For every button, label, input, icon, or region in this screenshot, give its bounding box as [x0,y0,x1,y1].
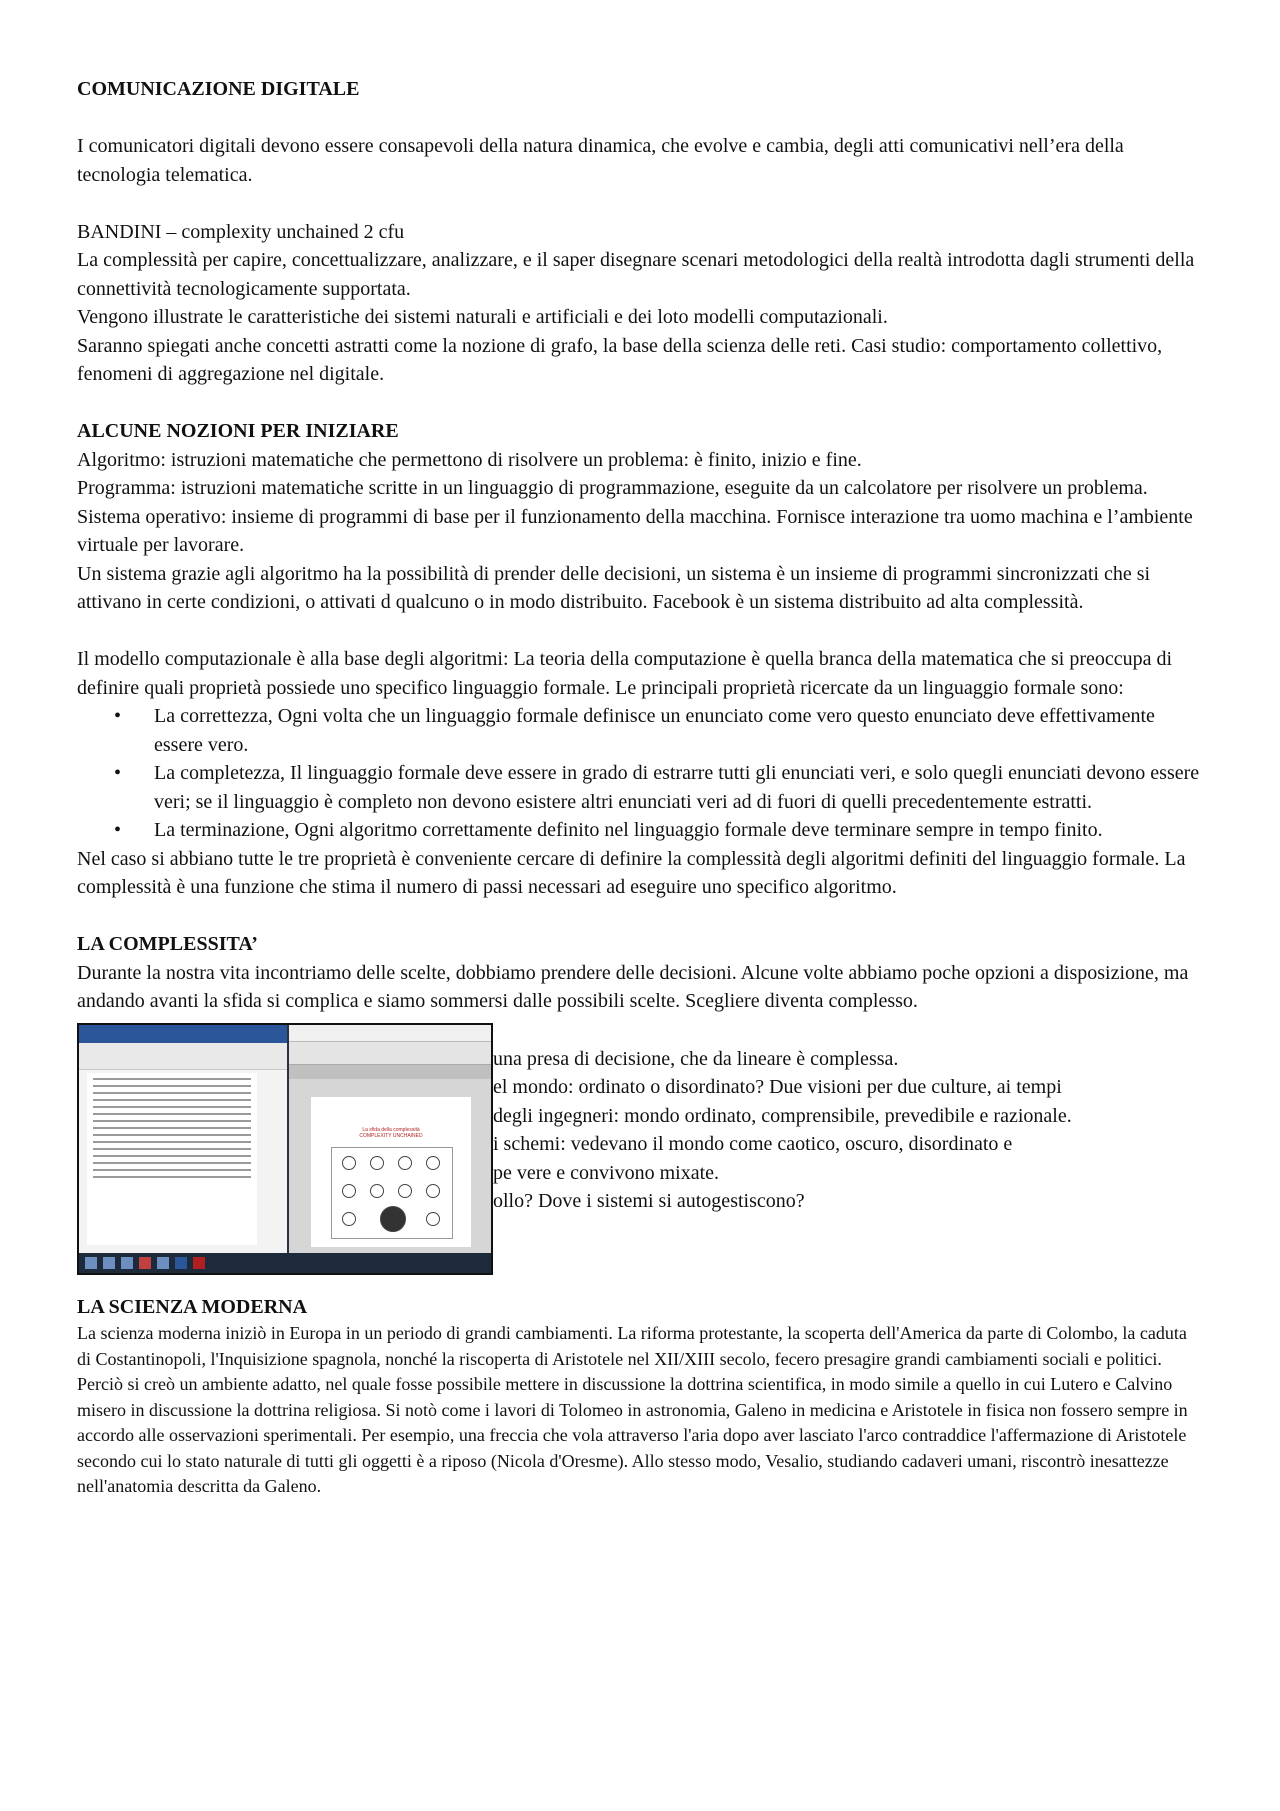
wrapped-line: el mondo: ordinato o disordinato? Due visioni per due culture, ai tempi [493,1076,1062,1098]
modello-computazionale-outro: Nel caso si abbiano tutte le tre proprietà è conveniente cercare di definire la complessità degli algoritmi definiti del linguaggio formale. La complessità è una funzione che stima il numero di passi necessari ad eseguire uno specifico algoritmo. [77,847,1186,898]
pdf-viewer-thumbnail [289,1025,491,1253]
figure-section [77,1023,1204,1293]
course-paragraph-3: Saranno spiegati anche concetti astratti come la nozione di grafo, la base della scienza delle reti. Casi studio: comportamento collettivo, fenomeni di aggregazione nel digitale. [77,334,1163,385]
heading-alcune-nozioni: ALCUNE NOZIONI PER INIZIARE [77,420,399,442]
modello-computazionale-intro: Il modello computazionale è alla base degli algoritmi: La teoria della computazione è quella branca della matematica che si preoccupa di definire quali proprietà possiede uno specifico linguaggio formale. Le principali proprietà ricercate da un linguaggio formale sono: [77,648,1173,699]
pdf-illustration [331,1147,453,1239]
wrapped-line: ollo? Dove i sistemi si autogestiscono? [493,1190,805,1212]
pdf-subtitle: COMPLEXITY UNCHAINED [359,1132,423,1139]
list-item [77,816,1204,845]
nozione-sistema-operativo: Sistema operativo: insieme di programmi di base per il funzionamento della macchina. Fornisce interazione tra uomo machina e l’ambiente virtuale per lavorare. [77,505,1193,556]
list-item [77,759,1204,816]
embedded-screenshot-image [77,1023,493,1275]
list-item [77,702,1204,759]
word-window-thumbnail [79,1025,287,1253]
bullet: • [114,819,122,841]
wrapped-line: i schemi: vedevano il mondo come caotico, oscuro, disordinato e [493,1133,1013,1155]
taskbar-thumbnail [79,1253,491,1273]
intro-paragraph: I comunicatori digitali devono essere consapevoli della natura dinamica, che evolve e cambia, degli atti comunicativi nell’era della tecnologia telematica. [77,135,1124,186]
property-terminazione: La terminazione, Ogni algoritmo correttamente definito nel linguaggio formale deve terminare sempre in tempo finito. [154,819,1103,841]
complessita-paragraph: Durante la nostra vita incontriamo delle scelte, dobbiamo prendere delle decisioni. Alcune volte abbiamo poche opzioni a disposizione, ma andando avanti la sfida si complica e siamo sommersi dalle possibili scelte. Scegliere diventa complesso. [77,961,1189,1012]
nozione-decisioni: Un sistema grazie agli algoritmo ha la possibilità di prender delle decisioni, un sistema è un insieme di programmi sincronizzati che si attivano in certe condizioni, o attivati d qualcuno o in modo distribuito. Facebook è un sistema distribuito ad alta complessità. [77,562,1151,613]
pdf-page-thumbnail [311,1097,471,1247]
bullet: • [114,705,122,727]
wrapped-line: degli ingegneri: mondo ordinato, comprensibile, prevedibile e razionale. [493,1104,1072,1127]
document-thumbnail [87,1073,257,1245]
wrapped-text-block [493,1045,1213,1216]
properties-list [77,702,1204,845]
nozione-programma: Programma: istruzioni matematiche scritte in un linguaggio di programmazione, eseguite da un calcolatore per risolvere un problema. [77,477,1148,499]
bullet: • [114,762,122,784]
nozione-algoritmo: Algoritmo: istruzioni matematiche che permettono di risolvere un problema: è finito, inizio e fine. [77,448,862,471]
heading-la-scienza-moderna: LA SCIENZA MODERNA [77,1295,308,1318]
heading-la-complessita: LA COMPLESSITA’ [77,933,258,955]
course-paragraph-1: La complessità per capire, concettualizzare, analizzare, e il saper disegnare scenari metodologici della realtà introdotta dagli strumenti della connettività tecnologicamente supportata. [77,249,1195,300]
course-line: BANDINI – complexity unchained 2 cfu [77,220,405,243]
property-completezza: La completezza, Il linguaggio formale deve essere in grado di estrarre tutti gli enunciati veri, e solo quegli enunciati devono essere veri; se il linguaggio è completo non devono esistere altri enunciati veri ad di fuori di quelli precedentemente estratti. [154,762,1200,813]
wrapped-line: pe vere e convivono mixate. [493,1161,720,1184]
wrapped-line: una presa di decisione, che da lineare è complessa. [493,1047,899,1070]
property-correttezza: La correttezza, Ogni volta che un linguaggio formale definisce un enunciato come vero questo enunciato deve effettivamente essere vero. [154,705,1155,756]
course-paragraph-2: Vengono illustrate le caratteristiche dei sistemi naturali e artificiali e dei loto modelli computazionali. [77,306,888,328]
heading-comunicazione-digitale: COMUNICAZIONE DIGITALE [77,78,360,100]
scienza-moderna-paragraph: La scienza moderna iniziò in Europa in un periodo di grandi cambiamenti. La riforma protestante, la scoperta dell'America da parte di Colombo, la caduta di Costantinopoli, l'Inquisizione spagnola, nonché la riscoperta di Aristotele nel XII/XIII secolo, fecero presagire grandi cambiamenti sociali e politici. Perciò si creò un ambiente adatto, nel quale fosse possibile mettere in discussione la dottrina scientifica, in modo simile a quello in cui Lutero e Calvino misero in discussione la dottrina religiosa. Si notò come i lavori di Tolomeo in astronomia, Galeno in medicina e Aristotele in fisica non fossero sempre in accordo alle osservazioni sperimentali. Per esempio, una freccia che vola attraverso l'aria dopo aver lasciato l'arco contraddice l'affermazione di Aristotele secondo cui lo stato naturale di tutti gli oggetti è a riposo (Nicola d'Oresme). Allo stesso modo, Vesalio, studiando cadaveri umani, riscontrò inesattezze nell'anatomia descritta da Galeno. [77,1323,1188,1496]
pdf-title: La sfida della complessità [362,1126,420,1133]
